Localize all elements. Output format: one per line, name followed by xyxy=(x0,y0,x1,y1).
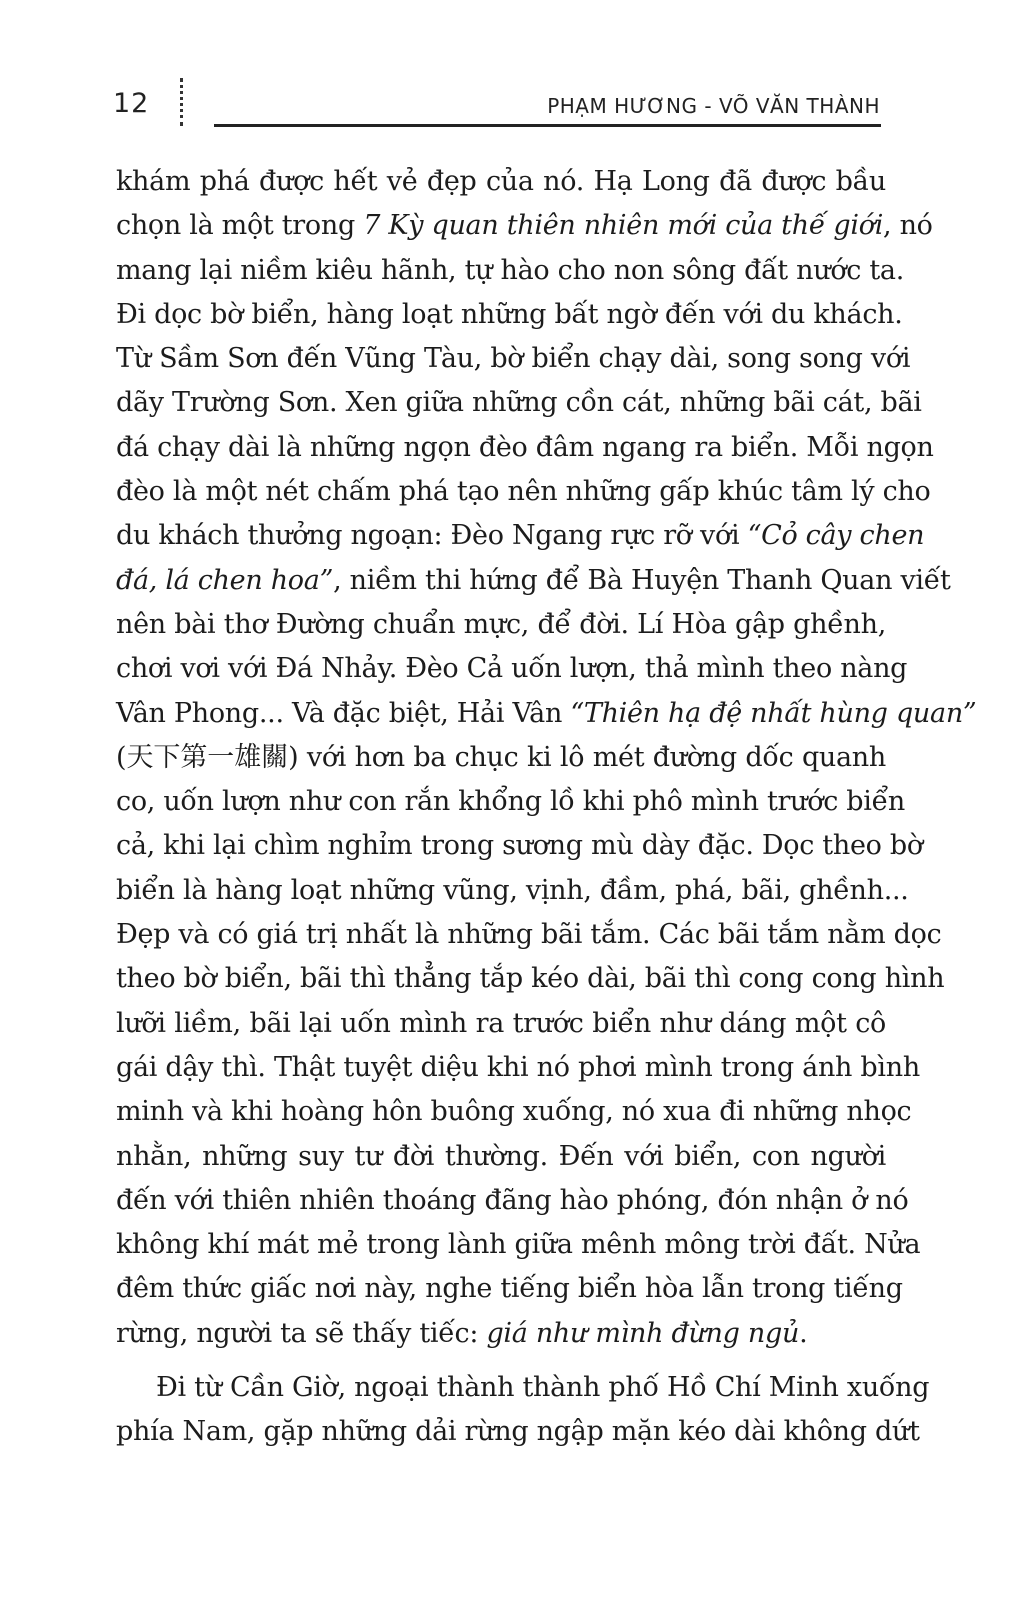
italic-run: “Cỏ cây chen xyxy=(747,520,925,552)
text-line: không khí mát mẻ trong lành giữa mênh mông trời đất. Nửa xyxy=(116,1229,921,1261)
text-line: đêm thức giấc nơi này, nghe tiếng biển hòa lẫn trong tiếng xyxy=(116,1273,903,1305)
text-line xyxy=(116,514,925,558)
text-line xyxy=(116,559,951,603)
italic-run: “Thiên hạ đệ nhất hùng quan” xyxy=(570,697,977,729)
text-line: phía Nam, gặp những dải rừng ngập mặn kéo dài không dứt xyxy=(116,1416,920,1448)
text-line: co, uốn lượn như con rắn khổng lồ khi phô mình trước biển xyxy=(116,786,906,818)
text-line: đến với thiên nhiên thoáng đãng hào phóng, đón nhận ở nó xyxy=(116,1184,909,1216)
paragraph-2 xyxy=(116,1366,930,1455)
text-line: Từ Sầm Sơn đến Vũng Tàu, bờ biển chạy dài, song song với xyxy=(116,343,911,375)
text-line: nên bài thơ Đường chuẩn mực, để đời. Lí Hòa gập ghềnh, xyxy=(116,608,886,640)
text-line: đèo là một nét chấm phá tạo nên những gấp khúc tâm lý cho xyxy=(116,476,931,508)
text-line xyxy=(116,204,933,248)
text-line: Đi từ Cần Giờ, ngoại thành thành phố Hồ Chí Minh xuống xyxy=(156,1372,930,1404)
text-line: mang lại niềm kiêu hãnh, tự hào cho non sông đất nước ta. xyxy=(116,254,905,286)
text-line: đá chạy dài là những ngọn đèo đâm ngang ra biển. Mỗi ngọn xyxy=(116,431,934,463)
page-number: 12 xyxy=(113,88,150,119)
italic-run: đá, lá chen hoa” xyxy=(116,564,334,596)
running-head: PHẠM HƯƠNG - VÕ VĂN THÀNH xyxy=(547,94,880,118)
text-run: rừng, người ta sẽ thấy tiếc: xyxy=(116,1317,487,1349)
text-line: gái dậy thì. Thật tuyệt diệu khi nó phơi mình trong ánh bình xyxy=(116,1051,920,1083)
text-run: du khách thưởng ngoạn: Đèo Ngang rực rỡ với xyxy=(116,520,748,552)
text-run: , niềm thi hứng để Bà Huyện Thanh Quan viết xyxy=(333,564,951,596)
body-text xyxy=(116,160,977,1455)
text-line xyxy=(116,1312,886,1356)
italic-run: 7 Kỳ quan thiên nhiên mới của thế giới xyxy=(363,210,884,242)
text-line: (天下第一雄關) với hơn ba chục ki lô mét đường dốc quanh xyxy=(116,741,886,773)
paragraph-1 xyxy=(116,160,977,1356)
text-run: , nó xyxy=(883,210,933,242)
text-line: khám phá được hết vẻ đẹp của nó. Hạ Long đã được bầu xyxy=(116,166,886,197)
text-line: nhằn, những suy tư đời thường. Đến với biển, con người xyxy=(116,1140,886,1172)
text-run: chọn là một trong xyxy=(116,210,364,242)
text-line: theo bờ biển, bãi thì thẳng tắp kéo dài, bãi thì cong cong hình xyxy=(116,963,945,995)
paragraph-gap xyxy=(116,1356,886,1366)
text-line: dãy Trường Sơn. Xen giữa những cồn cát, những bãi cát, bãi xyxy=(116,387,922,419)
text-line: Đẹp và có giá trị nhất là những bãi tắm. Các bãi tắm nằm dọc xyxy=(116,919,942,951)
text-line xyxy=(116,692,977,736)
text-line: minh và khi hoàng hôn buông xuống, nó xua đi những nhọc xyxy=(116,1096,912,1128)
text-line: chơi vơi với Đá Nhảy. Đèo Cả uốn lượn, thả mình theo nàng xyxy=(116,653,908,685)
text-run: . xyxy=(799,1317,808,1349)
text-line: biển là hàng loạt những vũng, vịnh, đầm, phá, bãi, ghềnh... xyxy=(116,874,909,906)
italic-run: giá như mình đừng ngủ xyxy=(486,1317,800,1349)
header-rule xyxy=(214,124,881,127)
text-line: cả, khi lại chìm nghỉm trong sương mù dày đặc. Dọc theo bờ xyxy=(116,830,923,862)
text-line: lưỡi liềm, bãi lại uốn mình ra trước biển như dáng một cô xyxy=(116,1007,886,1039)
header-divider xyxy=(180,78,187,126)
text-run: Vân Phong... Và đặc biệt, Hải Vân xyxy=(116,697,571,729)
text-line: Đi dọc bờ biển, hàng loạt những bất ngờ đến với du khách. xyxy=(116,298,903,330)
